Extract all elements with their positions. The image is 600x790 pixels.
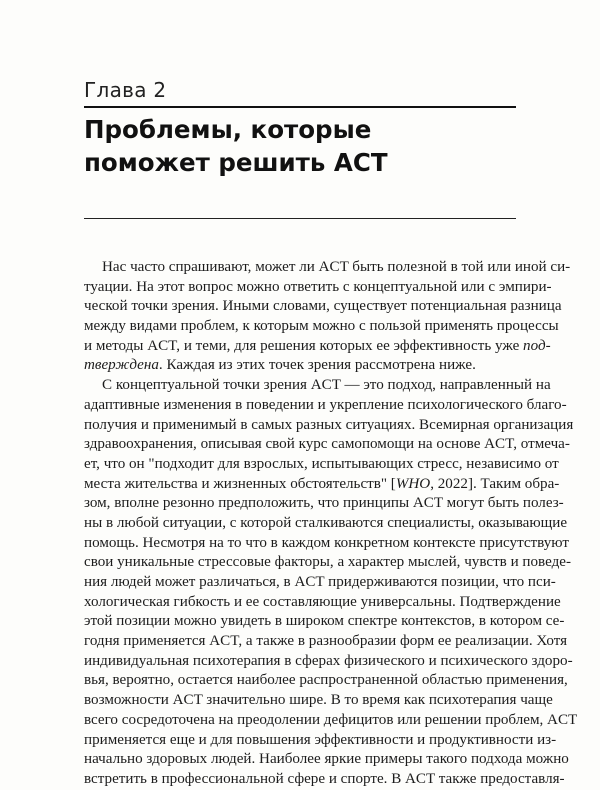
text-line-segment: туации. На этот вопрос можно ответить с концептуальной или с эмпири- bbox=[84, 278, 552, 295]
text-line bbox=[84, 671, 568, 691]
chapter-title bbox=[84, 113, 524, 179]
text-line-segment: между видами проблем, к которым можно с пользой применять процессы bbox=[84, 318, 559, 335]
text-line-segment: ния людей может различаться, в ACT придерживаются позиции, что пси- bbox=[84, 574, 556, 590]
text-line bbox=[84, 278, 552, 298]
text-line-segment: начально здоровых людей. Наиболее яркие примеры такого подхода можно bbox=[84, 751, 569, 768]
text-line bbox=[84, 632, 568, 652]
text-line bbox=[84, 297, 562, 317]
text-line bbox=[84, 593, 561, 613]
text-line bbox=[84, 514, 568, 534]
text-line-segment: встретить в профессиональной сфере и спорте. В ACT также предоставля- bbox=[84, 770, 565, 787]
italic-segment: под- bbox=[523, 337, 551, 354]
text-line-segment: ческой точки зрения. Иными словами, существует потенциальная разница bbox=[84, 298, 562, 315]
text-line-segment: Нас часто спрашивают, может ли ACT быть полезной в той или иной си- bbox=[102, 259, 571, 275]
text-line bbox=[84, 337, 551, 357]
text-line bbox=[84, 553, 572, 573]
body-text bbox=[84, 258, 578, 790]
chapter-title-line: поможет решить ACT bbox=[84, 148, 388, 177]
chapter-label: Глава 2 bbox=[84, 78, 167, 102]
text-line bbox=[84, 396, 567, 416]
text-line bbox=[84, 376, 551, 396]
text-line-segment: свои уникальные стрессовые факторы, а характер мыслей, чувств и поведе- bbox=[84, 554, 572, 571]
text-line bbox=[84, 317, 559, 337]
text-line-segment: ны в любой ситуации, с которой сталкиваются специалисты, оказывающие bbox=[84, 514, 568, 531]
text-line bbox=[84, 691, 553, 711]
italic-segment: тверждена bbox=[84, 357, 159, 374]
text-line-segment: индивидуальная психотерапия в сферах физического и психического здоро- bbox=[84, 652, 573, 669]
italic-segment: WHO bbox=[395, 475, 431, 492]
text-line-segment: места жительства и жизненных обстоятельств" [ bbox=[84, 475, 396, 492]
text-line-segment: и методы ACT, и теми, для решения которых ее эффективность уже bbox=[84, 337, 524, 354]
chapter-title-line: Проблемы, которые bbox=[84, 115, 372, 144]
text-line bbox=[84, 573, 556, 593]
text-line-segment: зом, вполне резонно предположить, что принципы ACT могут быть полез- bbox=[84, 495, 564, 512]
text-line-segment: получия и применимый в самых разных ситуациях. Всемирная организация bbox=[84, 416, 574, 433]
text-line-segment: этой позиции можно увидеть в широком спектре контекстов, в котором се- bbox=[84, 613, 565, 630]
text-line-segment: хологическая гибкость и ее составляющие универсальны. Подтверждение bbox=[84, 593, 561, 610]
text-line-segment: здравоохранения, описывая свой курс самопомощи на основе ACT, отмеча- bbox=[84, 436, 570, 453]
text-line-segment: , 2022]. Таким обра- bbox=[430, 475, 560, 492]
title-divider-rule bbox=[84, 218, 516, 219]
text-line bbox=[84, 435, 570, 455]
text-line-segment: применяется еще и для повышения эффективности и продуктивности из- bbox=[84, 731, 557, 748]
text-line-segment: годня применяется ACT, а также в разнообразии форм ее реализации. Хотя bbox=[84, 633, 568, 650]
text-line bbox=[84, 731, 557, 751]
text-line bbox=[84, 258, 571, 278]
text-line-segment: помощь. Несмотря на то что в каждом конкретном контексте присутствуют bbox=[84, 534, 569, 551]
text-line-segment: всего сосредоточена на преодолении дефицитов или решении проблем, ACT bbox=[84, 711, 578, 728]
text-line bbox=[84, 455, 559, 475]
text-line bbox=[84, 416, 574, 436]
text-line bbox=[84, 475, 560, 495]
top-rule bbox=[84, 106, 516, 108]
text-line-segment: адаптивные изменения в поведении и укрепление психологического благо- bbox=[84, 396, 567, 413]
text-line bbox=[84, 534, 569, 554]
text-line bbox=[84, 750, 569, 770]
text-line-segment: ет, что он "подходит для взрослых, испытывающих стресс, независимо от bbox=[84, 455, 559, 472]
text-line-segment: возможности ACT значительно шире. В то время как психотерапия чаще bbox=[84, 692, 553, 709]
text-line-segment: вья, вероятно, остается наиболее распространенной областью применения, bbox=[84, 672, 568, 689]
text-line-segment: С концептуальной точки зрения ACT — это подход, направленный на bbox=[102, 377, 551, 394]
text-line bbox=[84, 612, 565, 632]
text-line bbox=[84, 770, 565, 790]
text-line bbox=[84, 356, 516, 376]
text-line-segment: . Каждая из этих точек зрения рассмотрена ниже. bbox=[158, 357, 476, 374]
text-line bbox=[84, 711, 578, 731]
text-line bbox=[84, 652, 573, 672]
text-line bbox=[84, 494, 564, 514]
